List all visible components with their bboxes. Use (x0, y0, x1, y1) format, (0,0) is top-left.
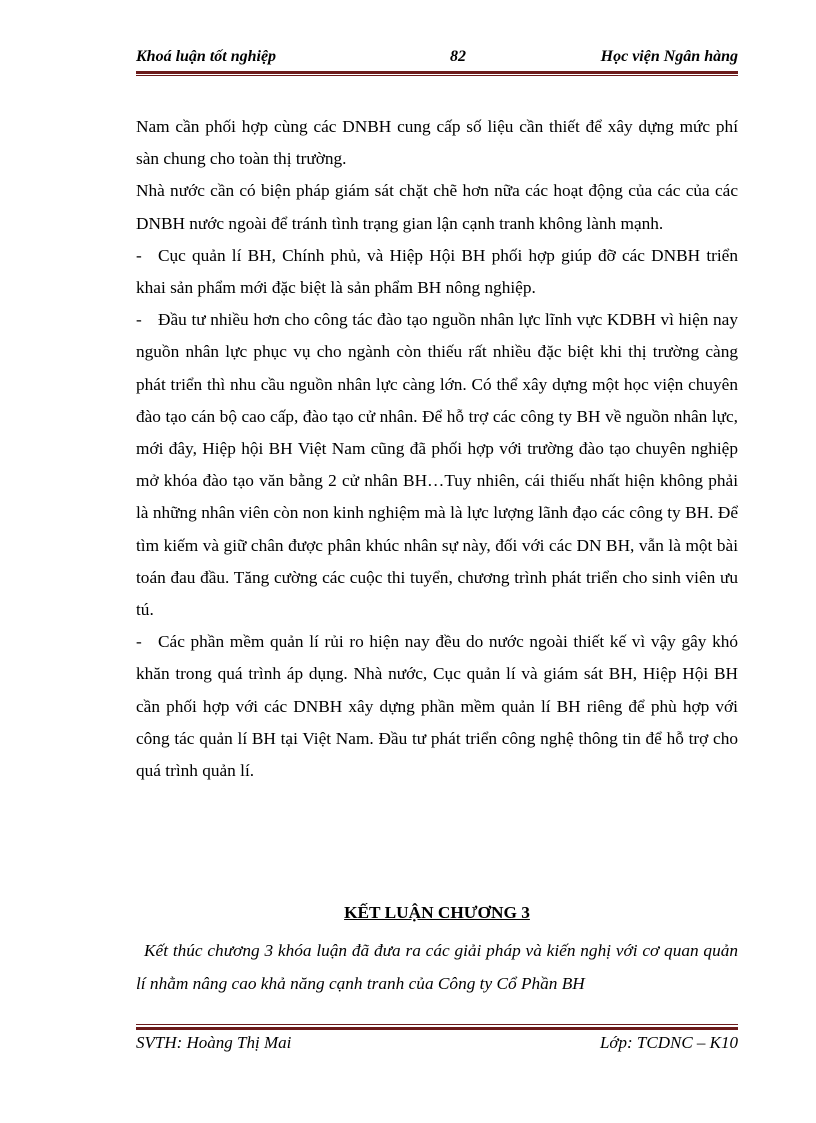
bullet-dash: - (136, 245, 142, 265)
bullet-text: Cục quản lí BH, Chính phủ, và Hiệp Hội BH phối hợp giúp đỡ các DNBH triển khai sản phẩm mới đặc biệt là sản phẩm BH nông nghiệp. (136, 245, 738, 298)
bullet-dash: - (136, 632, 142, 652)
header-rule-thin (136, 75, 738, 76)
footer-rule-thick (136, 1027, 738, 1030)
body-text (136, 111, 738, 787)
paragraph: Nhà nước cần có biện pháp giám sát chặt chẽ hơn nữa các hoạt động của các của các DNBH nước ngoài để tránh tình trạng gian lận cạnh tranh không lành mạnh. (136, 181, 738, 233)
bullet-item (136, 240, 738, 304)
footer-student: SVTH: Hoàng Thị Mai (136, 1033, 292, 1052)
bullet-text: Đầu tư nhiều hơn cho công tác đào tạo nguồn nhân lực lĩnh vực KDBH vì hiện nay nguồn nhân lực phục vụ cho ngành còn thiếu rất nhiều đặc biệt khi thị trường càng phát triển thì nhu cầu nguồn nhân lực càng lớn. Có thể xây dựng một học viện chuyên đào tạo cán bộ cao cấp, đào tạo cử nhân. Để hỗ trợ các công ty BH về nguồn nhân lực, mới đây, Hiệp hội BH Việt Nam cũng đã phối hợp với trường đào tạo chuyên nghiệp mở khóa đào tạo văn bằng 2 cử nhân BH…Tuy nhiên, cái thiếu nhất hiện không phải là những nhân viên còn non kinh nghiệm mà là lực lượng lãnh đạo các công ty BH. Để tìm kiếm và giữ chân được phân khúc nhân sự này, đối với các DN BH, vẫn là một bài toán đau đầu. Tăng cường các cuộc thi tuyển, chương trình phát triển cho sinh viên ưu tú. (136, 310, 738, 620)
paragraph: Nam cần phối hợp cùng các DNBH cung cấp số liệu cần thiết để xây dựng mức phí sàn chung cho toàn thị trường. (136, 117, 738, 169)
bullet-item (136, 626, 738, 787)
footer-rule-thin (136, 1024, 738, 1025)
bullet-dash: - (136, 310, 142, 330)
page-number: 82 (450, 48, 466, 65)
bullet-item (136, 304, 738, 626)
header-institution: Học viện Ngân hàng (600, 48, 738, 65)
conclusion-paragraph: Kết thúc chương 3 khóa luận đã đưa ra các giải pháp và kiến nghị với cơ quan quản lí nhằm nâng cao khả năng cạnh tranh của Công ty Cổ Phần BH (136, 941, 738, 993)
header-rule-thick (136, 71, 738, 74)
section-heading: KẾT LUẬN CHƯƠNG 3 (344, 903, 530, 922)
bullet-text: Các phần mềm quản lí rủi ro hiện nay đều do nước ngoài thiết kế vì vậy gây khó khăn trong quá trình áp dụng. Nhà nước, Cục quản lí và giám sát BH, Hiệp Hội BH cần phối hợp với các DNBH xây dựng phần mềm quản lí BH riêng để phù hợp với công tác quản lí BH tại Việt Nam. Đầu tư phát triển công nghệ thông tin để hỗ trợ cho quá trình quản lí. (136, 632, 738, 781)
footer-class: Lớp: TCDNC – K10 (599, 1033, 738, 1052)
header-thesis-title: Khoá luận tốt nghiệp (136, 48, 277, 65)
page-footer (136, 1033, 738, 1057)
page-header (136, 48, 738, 70)
